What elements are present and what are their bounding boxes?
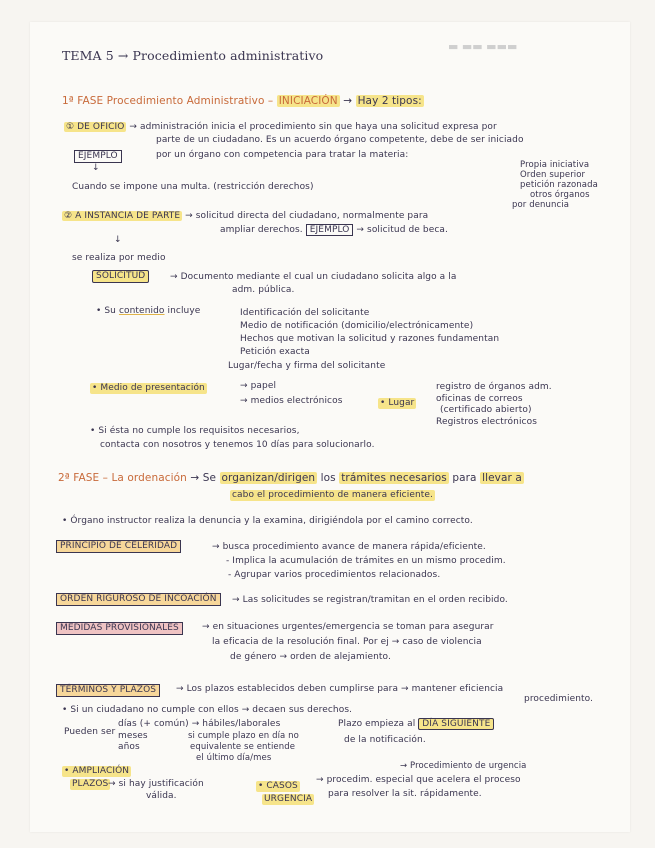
fase2-heading-f: para <box>452 472 477 484</box>
casos-line1: → procedim. especial que acelera el proceso <box>316 775 521 785</box>
instancia-line1 <box>62 211 428 222</box>
fase1-heading-c: → <box>343 95 353 107</box>
pueden-ser: Pueden ser <box>64 727 116 737</box>
fase2-heading <box>58 473 524 484</box>
requisitos-line2: contacta con nosotros y tenemos 10 días para solucionarlo. <box>100 440 375 450</box>
de-oficio-line3: por un órgano con competencia para tratar la materia: <box>156 150 409 160</box>
fase2-heading-e: trámites necesarios <box>341 472 447 484</box>
de-oficio-label: ① DE OFICIO <box>66 122 125 132</box>
celeridad-line1: → busca procedimiento avance de manera rápida/eficiente. <box>212 542 486 552</box>
medio-electronicos: → medios electrónicos <box>240 396 343 406</box>
si-cumple-line1: si cumple plazo en día no <box>188 731 299 741</box>
origin-option-2: Orden superior <box>520 170 586 180</box>
solicitud-def1: → Documento mediante el cual un ciudadano solicita algo a la <box>170 272 457 282</box>
celeridad-line2: - Implica la acumulación de trámites en un mismo procedim. <box>226 556 506 566</box>
orden-box: ORDEN RIGUROSO DE INCOACIÓN <box>56 593 221 606</box>
bleed-through-text: ▬ ▬▬ ▬▬▬ <box>448 40 518 53</box>
contenido-item-4: Petición exacta <box>240 347 310 357</box>
de-oficio-line1 <box>64 122 497 133</box>
arrow-down-1: ↓ <box>92 163 100 173</box>
contenido-item-2: Medio de notificación (domicilio/electrónicamente) <box>240 321 474 331</box>
plazo-a: Plazo empieza al <box>338 719 416 729</box>
plazo-line1 <box>338 719 494 730</box>
ejemplo-box-2: EJEMPLO <box>306 224 354 236</box>
ampliacion-label-a: • AMPLIACIÓN <box>64 766 130 776</box>
origin-option-4: otros órganos <box>530 190 590 200</box>
requisitos-line1: • Si ésta no cumple los requisitos necesarios, <box>90 426 300 436</box>
si-cumple-line2: equivalente se entiende <box>190 742 296 752</box>
medio-text: se realiza por medio <box>72 253 166 263</box>
contenido-a: • Su <box>96 306 116 316</box>
de-oficio-line2: parte de un ciudadano. Es un acuerdo órgano competente, debe de ser iniciado <box>156 135 524 145</box>
page-title: TEMA 5 → Procedimiento administrativo <box>62 48 324 63</box>
fase2-heading-b: → Se <box>190 472 217 484</box>
contenido-item-1: Identificación del solicitante <box>240 308 370 318</box>
ampliacion-label-b: PLAZOS <box>72 779 109 789</box>
instancia-line2 <box>220 225 448 236</box>
terminos-box: TÉRMINOS Y PLAZOS <box>56 684 160 697</box>
terminos-line1: → Los plazos establecidos deben cumplirse para → mantener eficiencia <box>176 684 504 694</box>
medidas-line3: de género → orden de alejamiento. <box>230 652 391 662</box>
lugar-item-3: (certificado abierto) <box>440 405 532 415</box>
contenido-line <box>96 306 200 317</box>
casos-label-b: URGENCIA <box>264 794 313 804</box>
ejemplo-box-1: EJEMPLO <box>74 150 122 163</box>
fase1-heading-a: 1ª FASE Procedimiento Administrativo – <box>62 95 274 107</box>
terminos-line2: • Si un ciudadano no cumple con ellos → decaen sus derechos. <box>62 705 353 715</box>
instancia-label: ② A INSTANCIA DE PARTE <box>64 211 181 221</box>
instancia-text2: ampliar derechos. <box>220 225 303 235</box>
ampliacion-line1: → si hay justificación <box>108 779 204 789</box>
fase2-heading-g: llevar a <box>482 472 522 484</box>
tipo-meses: meses <box>118 731 148 741</box>
medidas-box: MEDIDAS PROVISIONALES <box>56 622 183 635</box>
de-oficio-text1: → administración inicia el procedimiento sin que haya una solicitud expresa por <box>129 122 497 132</box>
terminos-line1b: procedimiento. <box>524 694 594 704</box>
plazo-dia-siguiente: DÍA SIGUIENTE <box>418 718 494 730</box>
fase1-heading-b: INICIACIÓN <box>278 95 338 107</box>
orden-line1: → Las solicitudes se registran/tramitan en el orden recibido. <box>232 595 508 605</box>
fase1-heading <box>62 96 424 107</box>
contenido-item-5: Lugar/fecha y firma del solicitante <box>228 361 386 371</box>
fase2-line2: cabo el procedimiento de manera eficiente. <box>232 490 433 500</box>
lugar-item-4: Registros electrónicos <box>436 417 537 427</box>
plazo-line2: de la notificación. <box>344 735 426 745</box>
fase1-heading-d: Hay 2 tipos: <box>357 95 422 107</box>
contenido-item-3: Hechos que motivan la solicitud y razones fundamentan <box>240 334 500 344</box>
ampliacion-line2: válida. <box>146 791 177 801</box>
tipo-anos: años <box>118 742 140 752</box>
medidas-line1: → en situaciones urgentes/emergencia se toman para asegurar <box>202 622 494 632</box>
origin-option-1: Propia iniciativa <box>520 160 590 170</box>
instancia-text3: → solicitud de beca. <box>356 225 448 235</box>
solicitud-def2: adm. pública. <box>232 285 295 295</box>
fase2-heading-a: 2ª FASE – La ordenación <box>58 472 187 484</box>
celeridad-box: PRINCIPIO DE CELERIDAD <box>56 540 181 553</box>
lugar-item-1: registro de órganos adm. <box>436 382 552 392</box>
fase2-heading-d: los <box>320 472 336 484</box>
contenido-b: contenido <box>118 306 165 316</box>
casos-label-a: • CASOS <box>258 781 298 791</box>
arrow-down-2: ↓ <box>114 235 122 245</box>
casos-line2: para resolver la sit. rápidamente. <box>328 789 482 799</box>
celeridad-line3: - Agrupar varios procedimientos relacionados. <box>228 570 441 580</box>
fase2-heading-c: organizan/dirigen <box>221 472 316 484</box>
organo-instructor: • Órgano instructor realiza la denuncia y la examina, dirigiéndola por el camino correcto. <box>62 516 473 526</box>
origin-option-5: por denuncia <box>512 200 570 210</box>
si-cumple-line3: el último día/mes <box>196 753 272 763</box>
contenido-c: incluye <box>167 306 201 316</box>
lugar-item-2: oficinas de correos <box>436 394 523 404</box>
casos-line0: → Procedimiento de urgencia <box>400 761 527 771</box>
solicitud-box: SOLICITUD <box>92 270 149 283</box>
tipo-dias: días (+ común) → hábiles/laborales <box>118 719 281 729</box>
medio-presentacion-label: • Medio de presentación <box>92 383 205 393</box>
lugar-label: • Lugar <box>380 398 415 408</box>
instancia-text1: → solicitud directa del ciudadano, normalmente para <box>185 211 429 221</box>
medidas-line2: la eficacia de la resolución final. Por ej → caso de violencia <box>212 637 482 647</box>
de-oficio-line4: Cuando se impone una multa. (restricción derechos) <box>72 182 314 192</box>
medio-papel: → papel <box>240 381 277 391</box>
origin-option-3: petición razonada <box>520 180 598 190</box>
